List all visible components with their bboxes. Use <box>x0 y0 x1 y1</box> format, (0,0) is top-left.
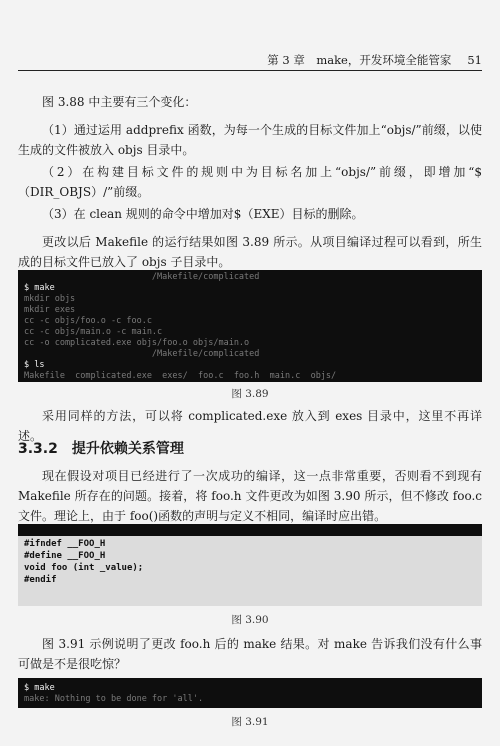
paragraph-exes: 采用同样的方法，可以将 complicated.exe 放入到 exes 目录中，这里不再详述。 <box>18 409 482 443</box>
caption-figure-3-89: 图 3.89 <box>231 388 269 400</box>
page-number: 51 <box>467 53 482 67</box>
terminal-line: cc -o complicated.exe objs/foo.o objs/main.o <box>24 338 250 348</box>
section-number: 3.3.2 <box>18 441 58 457</box>
terminal-line: mkdir exes <box>24 305 76 315</box>
paragraph-make-result: 图 3.91 示例说明了更改 foo.h 后的 make 结果。对 make 告诉我们没有什么事可做是不是很吃惊？ <box>18 637 482 671</box>
code-figure-3-90 <box>18 524 482 606</box>
section-heading <box>18 438 184 458</box>
terminal-line: $ ls <box>24 360 45 370</box>
paragraph-change-2: （2）在构建目标文件的规则中为目标名加上“objs/”前缀，即增加“$（DIR_OBJS）/”前缀。 <box>18 165 482 199</box>
code-line: #endif <box>24 575 57 585</box>
code-top-bar <box>18 524 482 536</box>
terminal-figure-3-89 <box>18 270 482 382</box>
paragraph-intro: 图 3.88 中主要有三个变化： <box>42 95 197 109</box>
code-line: #define __FOO_H <box>24 551 106 561</box>
paragraph-dependency: 现在假设对项目已经进行了一次成功的编译，这一点非常重要，否则看不到现有 Makefile 所存在的问题。接着，将 foo.h 文件更改为如图 3.90 所示，但不修改 foo.c 文件。理论上，由于 foo()函数的声明与定义不相同，编译时应出错。 <box>18 469 482 523</box>
terminal-line: $ make <box>24 283 55 293</box>
terminal-line: make: Nothing to be done for 'all'. <box>24 694 204 704</box>
paragraph-change-1: （1）通过运用 addprefix 函数，为每一个生成的目标文件加上“objs/”前缀，以使生成的文件被放入 objs 目录中。 <box>18 123 482 157</box>
terminal-line: cc -c objs/main.o -c main.c <box>24 327 163 337</box>
terminal-line: cc -c objs/foo.o -c foo.c <box>24 316 152 326</box>
running-header <box>18 50 482 71</box>
terminal-figure-3-91 <box>18 678 482 708</box>
terminal-line: /Makefile/complicated <box>24 349 260 359</box>
paragraph-change-3: （3）在 clean 规则的命令中增加对$（EXE）目标的删除。 <box>42 207 364 221</box>
chapter-title: 第 3 章 make，开发环境全能管家 <box>267 53 452 67</box>
terminal-line: mkdir objs <box>24 294 76 304</box>
code-line: #ifndef __FOO_H <box>24 539 106 549</box>
paragraph-result: 更改以后 Makefile 的运行结果如图 3.89 所示。从项目编译过程可以看到，所生成的目标文件已放入了 objs 子目录中。 <box>18 235 482 269</box>
terminal-line: Makefile complicated.exe exes/ foo.c foo.h main.c objs/ <box>24 371 337 381</box>
code-line: void foo (int _value); <box>24 563 144 573</box>
caption-figure-3-90: 图 3.90 <box>231 614 269 626</box>
terminal-line: /Makefile/complicated <box>24 272 260 282</box>
terminal-line: $ make <box>24 683 55 693</box>
caption-figure-3-91: 图 3.91 <box>231 716 269 728</box>
section-title: 提升依赖关系管理 <box>71 441 184 457</box>
